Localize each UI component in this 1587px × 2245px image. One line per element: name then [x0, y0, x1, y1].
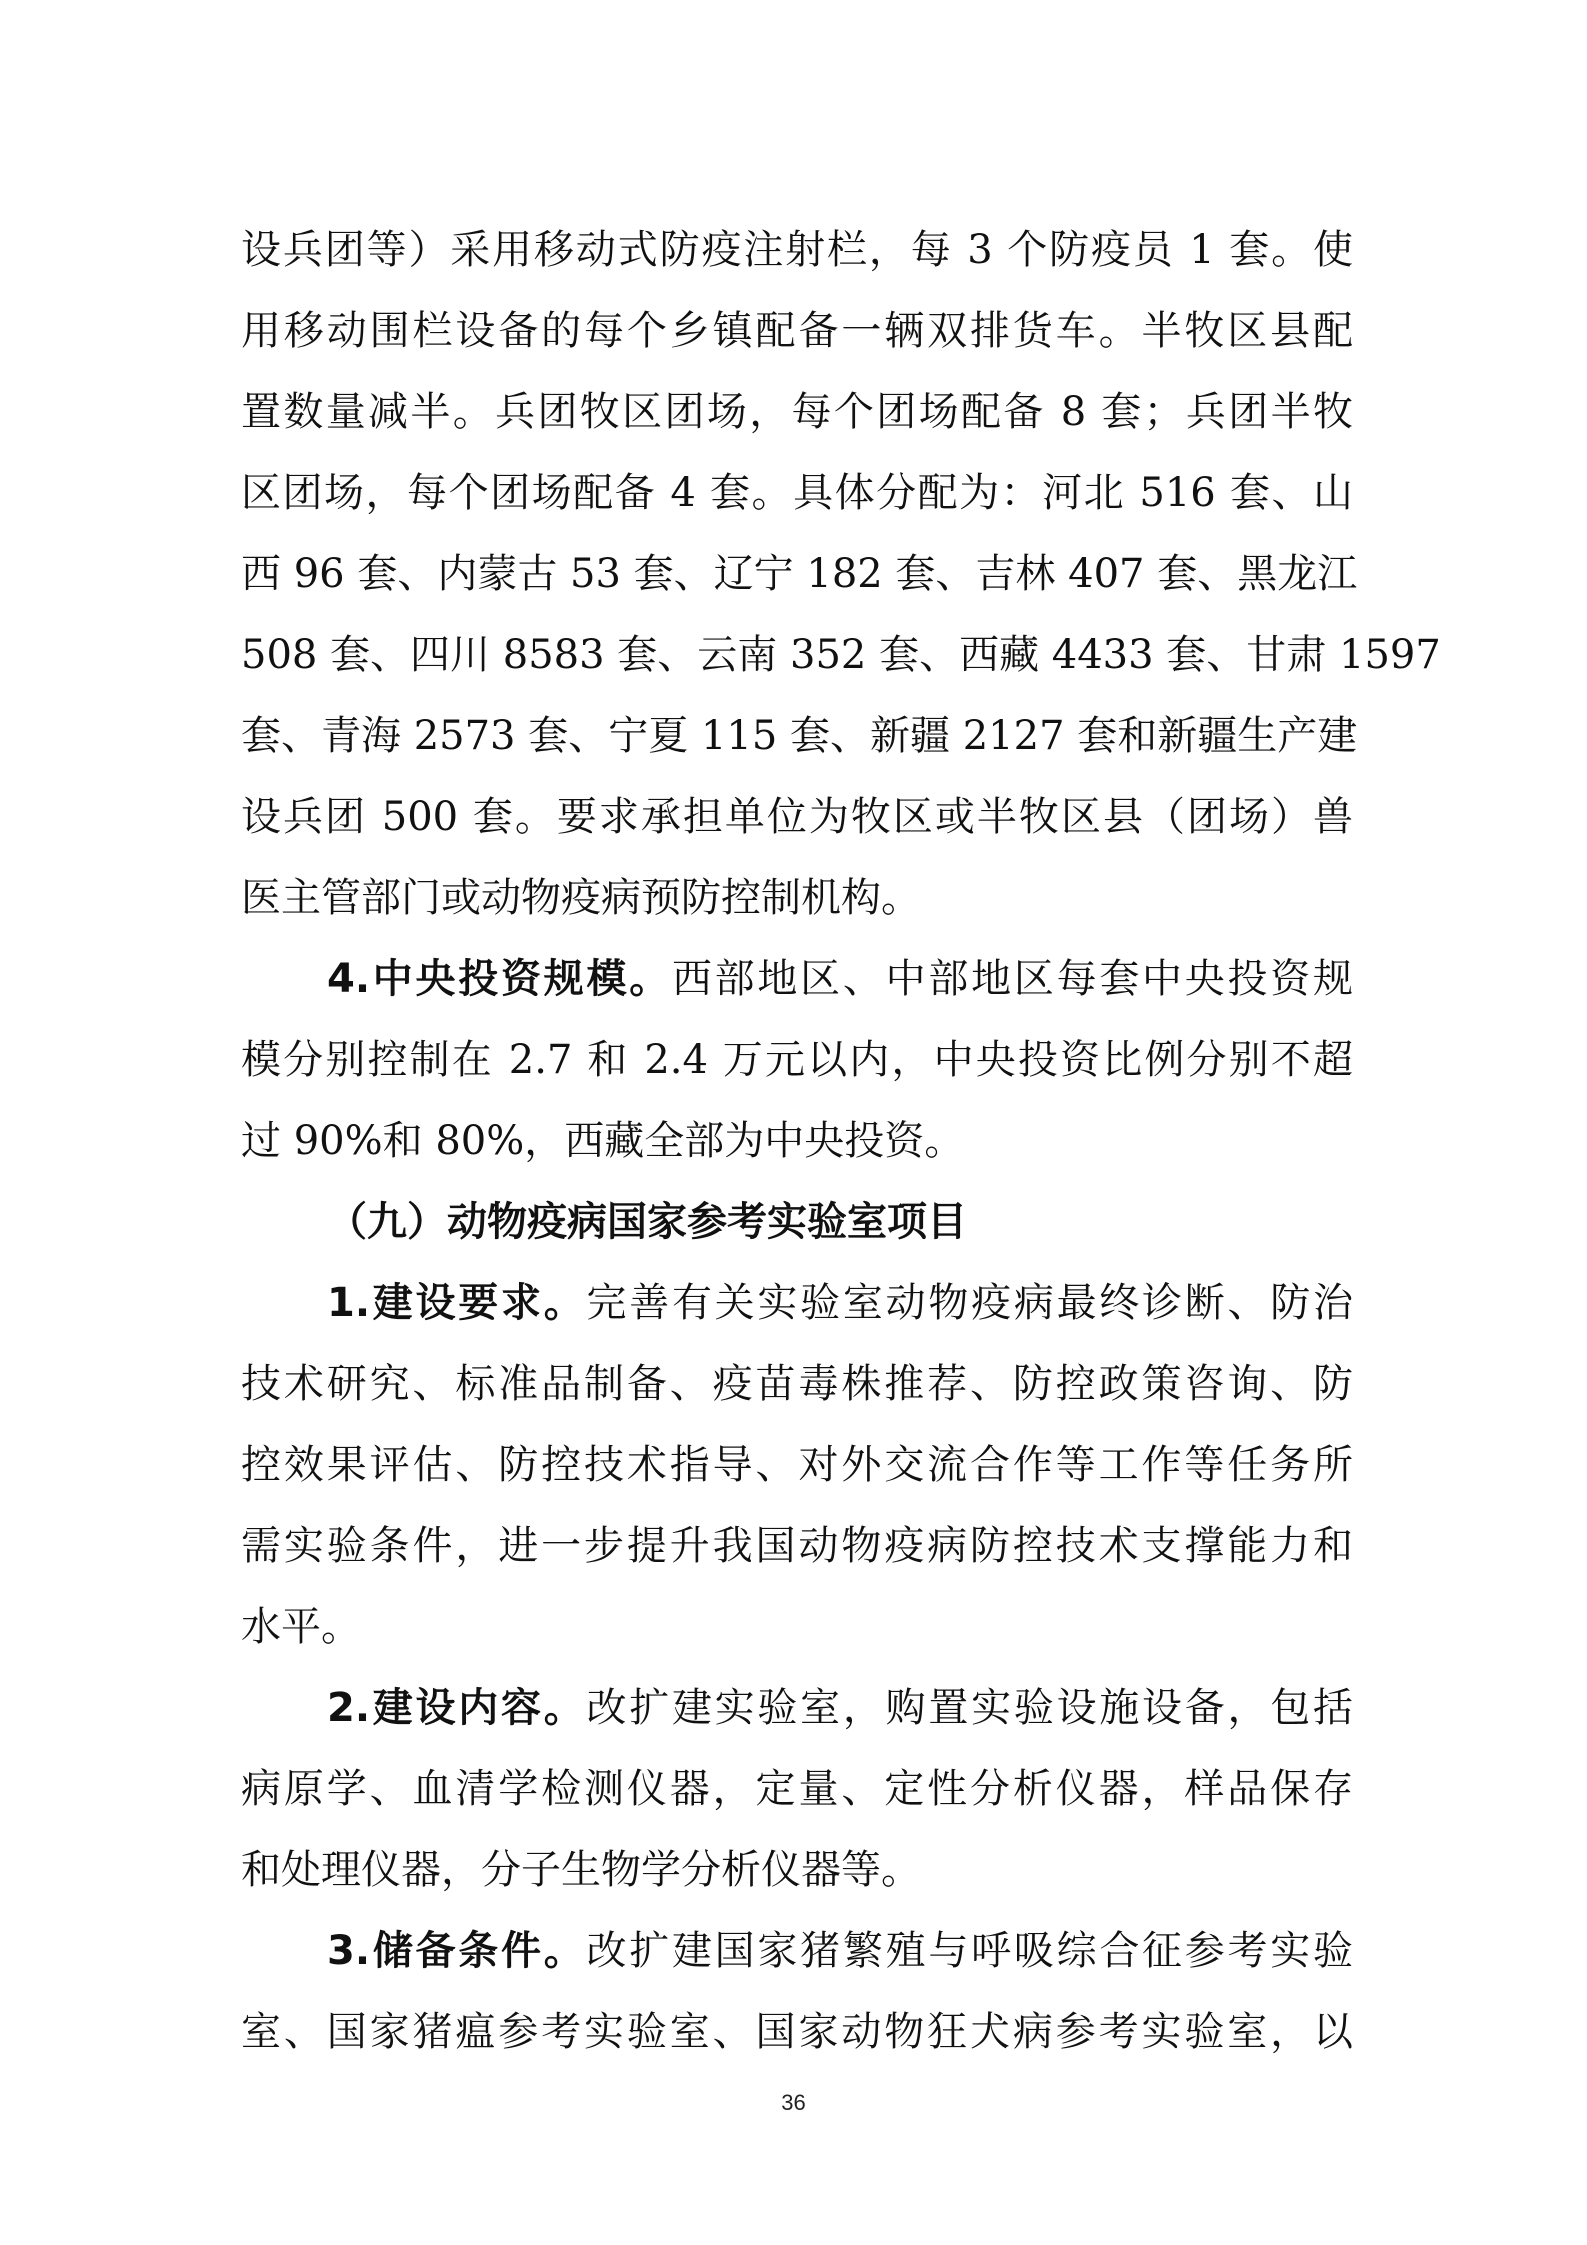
text-line: 设兵团等）采用移动式防疫注射栏，每 3 个防疫员 1 套。使	[241, 227, 1353, 273]
text-line: 套、青海 2573 套、宁夏 115 套、新疆 2127 套和新疆生产建	[241, 713, 1358, 759]
paragraph-construction-requirements	[241, 1263, 1353, 1668]
text-line: 用移动围栏设备的每个乡镇配备一辆双排货车。半牧区县配	[241, 308, 1353, 354]
paragraph-allocation	[241, 210, 1441, 939]
text-line: 水平。	[241, 1604, 361, 1650]
text-line: 区团场，每个团场配备 4 套。具体分配为：河北 516 套、山	[241, 470, 1353, 516]
text-line: 设兵团 500 套。要求承担单位为牧区或半牧区县（团场）兽	[241, 794, 1353, 840]
document-body	[241, 210, 1441, 2073]
text-line: 病原学、血清学检测仪器，定量、定性分析仪器，样品保存	[241, 1766, 1353, 1812]
section-heading: （九）动物疫病国家参考实验室项目	[327, 1199, 967, 1245]
text-line: 508 套、四川 8583 套、云南 352 套、西藏 4433 套、甘肃 1597	[241, 632, 1441, 678]
text-line: 技术研究、标准品制备、疫苗毒株推荐、防控政策咨询、防	[241, 1361, 1353, 1407]
paragraph-construction-content	[241, 1668, 1353, 1911]
paragraph-lead-rest: 完善有关实验室动物疫病最终诊断、防治	[586, 1280, 1354, 1326]
text-line: 需实验条件，进一步提升我国动物疫病防控技术支撑能力和	[241, 1523, 1353, 1569]
paragraph-lead: 4.中央投资规模。	[327, 956, 672, 1002]
page-number: 36	[781, 2090, 806, 2115]
paragraph-lead: 2.建设内容。	[327, 1685, 587, 1731]
text-line	[241, 1668, 1353, 1749]
text-line: 西 96 套、内蒙古 53 套、辽宁 182 套、吉林 407 套、黑龙江	[241, 551, 1358, 597]
text-line: 模分别控制在 2.7 和 2.4 万元以内，中央投资比例分别不超	[241, 1037, 1353, 1083]
text-line: 室、国家猪瘟参考实验室、国家动物狂犬病参考实验室，以	[241, 2009, 1353, 2055]
paragraph-lead: 3.储备条件。	[327, 1928, 587, 1974]
text-line	[241, 1263, 1353, 1344]
paragraph-investment-scale	[241, 939, 1353, 1182]
paragraph-lead-rest: 改扩建国家猪繁殖与呼吸综合征参考实验	[586, 1928, 1354, 1974]
paragraph-reserve-conditions	[241, 1911, 1353, 2073]
text-line	[241, 1911, 1353, 1992]
paragraph-lead-rest: 西部地区、中部地区每套中央投资规	[671, 956, 1354, 1002]
text-line: 和处理仪器，分子生物学分析仪器等。	[241, 1847, 921, 1893]
text-line: 医主管部门或动物疫病预防控制机构。	[241, 875, 921, 921]
text-line: 控效果评估、防控技术指导、对外交流合作等工作等任务所	[241, 1442, 1353, 1488]
paragraph-lead: 1.建设要求。	[327, 1280, 587, 1326]
text-line: 过 90%和 80%，西藏全部为中央投资。	[241, 1118, 965, 1164]
text-line	[241, 939, 1353, 1020]
text-line: 置数量减半。兵团牧区团场，每个团场配备 8 套；兵团半牧	[241, 389, 1353, 435]
paragraph-lead-rest: 改扩建实验室，购置实验设施设备，包括	[586, 1685, 1354, 1731]
